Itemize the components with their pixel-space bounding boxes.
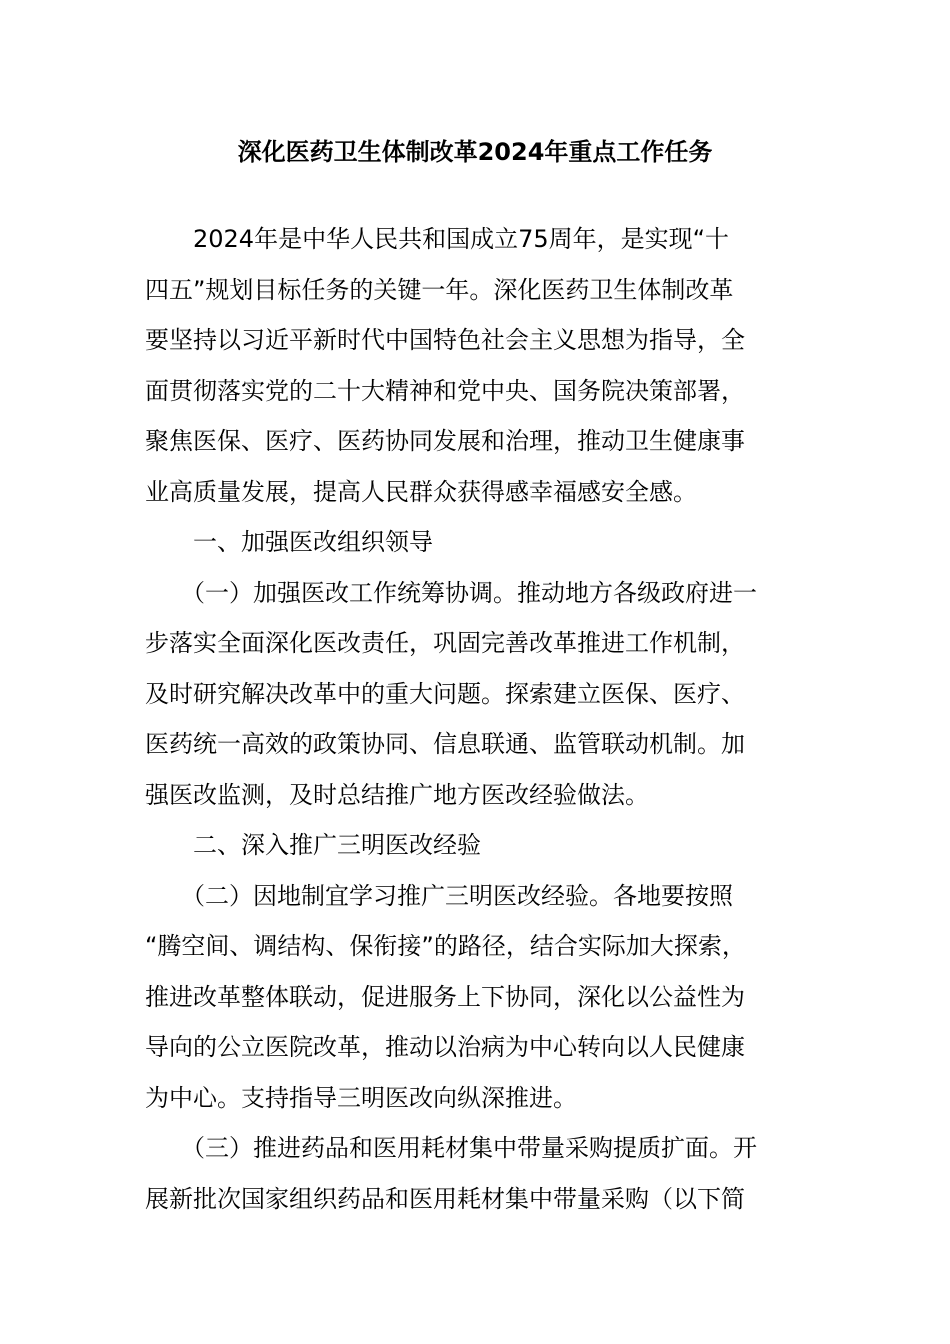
body-line: （三）推进药品和医用耗材集中带量采购提质扩面。开 [145, 1134, 757, 1162]
body-line: 业高质量发展，提高人民群众获得感幸福感安全感。 [145, 477, 697, 506]
body-line: 展新批次国家组织药品和医用耗材集中带量采购（以下简 [145, 1184, 745, 1213]
body-line: 步落实全面深化医改责任，巩固完善改革推进工作机制， [145, 629, 745, 657]
body-line: 医药统一高效的政策协同、信息联通、监管联动机制。加 [145, 730, 745, 758]
body-line: “腾空间、调结构、保衔接”的路径，结合实际加大探索， [145, 932, 746, 960]
body-line: （一）加强医改工作统筹协调。推动地方各级政府进一 [145, 578, 757, 607]
body-line: 聚焦医保、医疗、医药协同发展和治理，推动卫生健康事 [145, 427, 745, 455]
body-line: 导向的公立医院改革，推动以治病为中心转向以人民健康 [145, 1033, 745, 1061]
body-line: （二）因地制宜学习推广三明医改经验。各地要按照 [145, 881, 733, 910]
document-body [145, 214, 825, 1224]
body-line: 面贯彻落实党的二十大精神和党中央、国务院决策部署， [145, 376, 745, 405]
document-title: 深化医药卫生体制改革2024年重点工作任务 [237, 138, 713, 166]
body-line: 要坚持以习近平新时代中国特色社会主义思想为指导，全 [145, 326, 745, 354]
body-line: 2024年是中华人民共和国成立75周年，是实现“十 [145, 225, 730, 253]
body-line: 为中心。支持指导三明医改向纵深推进。 [145, 1083, 577, 1112]
body-line: 四五”规划目标任务的关键一年。深化医药卫生体制改革 [145, 275, 734, 304]
body-line: 推进改革整体联动，促进服务上下协同，深化以公益性为 [145, 982, 745, 1011]
body-line: 强医改监测，及时总结推广地方医改经验做法。 [145, 780, 649, 809]
body-line: 及时研究解决改革中的重大问题。探索建立医保、医疗、 [145, 679, 745, 708]
section-heading: 一、加强医改组织领导 [145, 528, 433, 556]
section-heading: 二、深入推广三明医改经验 [145, 831, 481, 859]
